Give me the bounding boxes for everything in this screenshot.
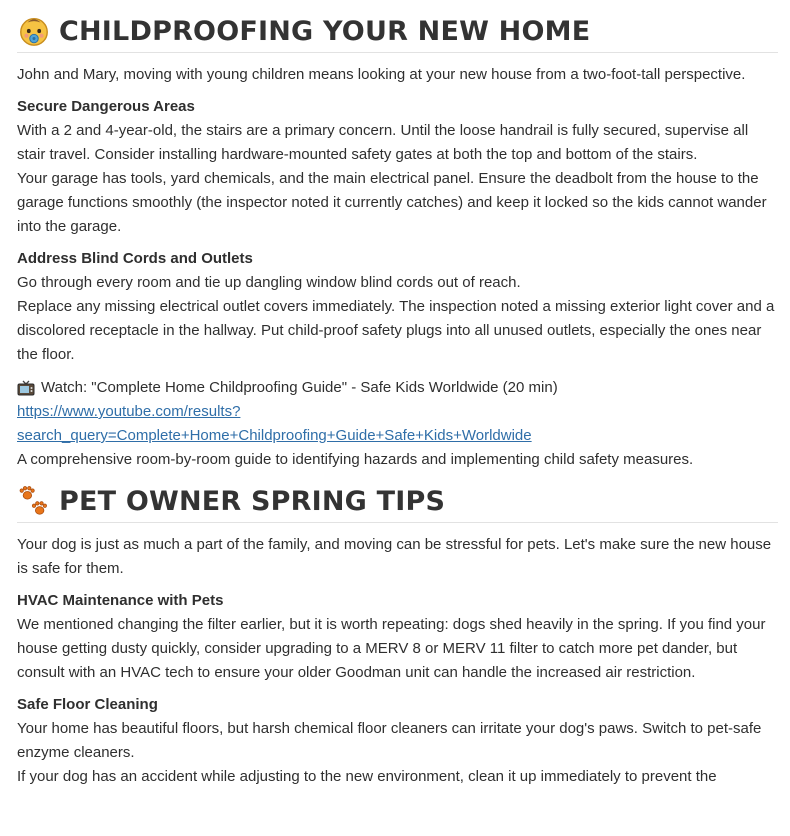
childproofing-title: CHILDPROOFING YOUR NEW HOME bbox=[59, 15, 591, 47]
childproofing-header bbox=[17, 14, 778, 53]
paragraph: With a 2 and 4-year-old, the stairs are a primary concern. Until the loose handrail is fully secured, supervise all stair travel. Consider installing hardware-mounted safety gates at both the top and bottom of the stairs. bbox=[17, 122, 749, 163]
childproofing-intro: John and Mary, moving with young children means looking at your new house from a two-foot-tall perspective. bbox=[17, 66, 746, 83]
subheading-blind-cords-outlets: Address Blind Cords and Outlets bbox=[17, 250, 253, 267]
pets-header bbox=[17, 484, 778, 523]
paw-prints-icon bbox=[17, 484, 51, 518]
paragraph: Replace any missing electrical outlet covers immediately. The inspection noted a missing exterior light cover and a discolored receptacle in the hallway. Put child-proof safety plugs into all unused outlets, especially the ones near the floor. bbox=[17, 298, 775, 363]
pets-title: PET OWNER SPRING TIPS bbox=[59, 485, 446, 517]
subheading-secure-areas: Secure Dangerous Areas bbox=[17, 98, 195, 115]
video-label: Watch: "Complete Home Childproofing Guide" - Safe Kids Worldwide (20 min) bbox=[41, 379, 558, 396]
television-icon bbox=[17, 380, 35, 396]
paragraph: Your garage has tools, yard chemicals, and the main electrical panel. Ensure the deadbolt from the house to the garage functions smoothly (the inspector noted it currently catches) and keep it locked so the kids cannot wander into the garage. bbox=[17, 170, 767, 235]
paragraph: Go through every room and tie up dangling window blind cords out of reach. bbox=[17, 274, 521, 291]
video-watch-row bbox=[17, 376, 778, 400]
subheading-hvac-pets: HVAC Maintenance with Pets bbox=[17, 592, 224, 609]
pets-intro: Your dog is just as much a part of the family, and moving can be stressful for pets. Let's make sure the new house is safe for them. bbox=[17, 536, 772, 577]
paragraph: Your home has beautiful floors, but harsh chemical floor cleaners can irritate your dog's paws. Switch to pet-safe enzyme cleaners. bbox=[17, 720, 762, 761]
video-link-line-2[interactable]: search_query=Complete+Home+Childproofing+Guide+Safe+Kids+Worldwide bbox=[17, 427, 532, 444]
video-link-line-1[interactable]: https://www.youtube.com/results? bbox=[17, 403, 241, 420]
paragraph: We mentioned changing the filter earlier, but it is worth repeating: dogs shed heavily in the spring. If you find your house getting dusty quickly, consider upgrading to a MERV 8 or MERV 11 filter to catch more pet dander, but consult with an HVAC tech to ensure your older Goodman unit can handle the increased air restriction. bbox=[17, 616, 766, 681]
paragraph: If your dog has an accident while adjusting to the new environment, clean it up immediately to prevent the bbox=[17, 768, 717, 785]
video-resource bbox=[17, 376, 778, 472]
baby-face-icon bbox=[17, 14, 51, 48]
article-content bbox=[0, 14, 790, 789]
subheading-floor-cleaning: Safe Floor Cleaning bbox=[17, 696, 158, 713]
video-description: A comprehensive room-by-room guide to identifying hazards and implementing child safety measures. bbox=[17, 451, 694, 468]
